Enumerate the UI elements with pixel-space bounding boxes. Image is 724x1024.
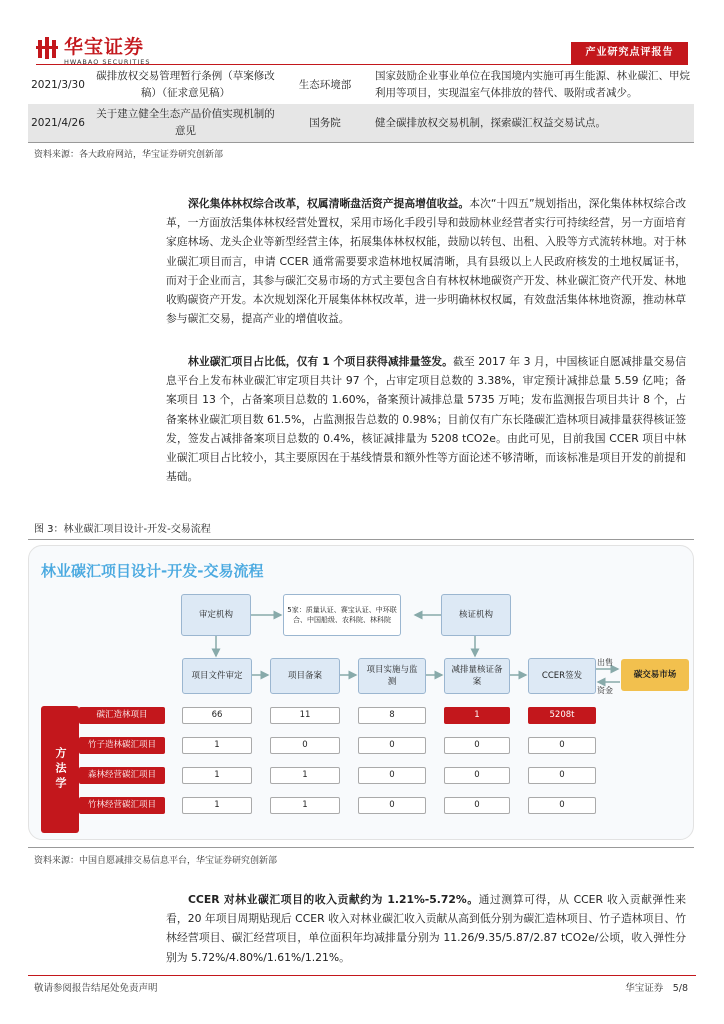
row-value-highlight: 5208t	[528, 707, 596, 724]
row-label: 竹子造林碳汇项目	[79, 737, 165, 754]
row-label: 森林经营碳汇项目	[79, 767, 165, 784]
table-row	[28, 66, 694, 104]
cell-date: 2021/3/30	[31, 79, 85, 91]
paragraph-lead: 深化集体林权综合改革，权属清晰盘活资产提高增值收益。	[188, 197, 470, 210]
row-value: 1	[270, 767, 340, 784]
cell-dept: 生态环境部	[298, 78, 352, 91]
cell-content: 健全碳排放权交易机制，探索碳汇权益交易试点。	[375, 116, 606, 129]
report-type-tag: 产业研究点评报告	[571, 42, 688, 64]
page-number: 华宝证券 5/8	[625, 983, 688, 994]
agency-list-note: 5家：质量认证、赛宝认证、中环联合、中国船级、农科院、林科院	[283, 594, 401, 636]
paragraph-ccer-contribution	[166, 890, 686, 967]
stage-verification: 减排量核证备案	[444, 658, 510, 694]
verify-agency-box: 核证机构	[441, 594, 511, 636]
row-value: 0	[444, 767, 510, 784]
row-value: 8	[358, 707, 426, 724]
carbon-market-box: 碳交易市场	[621, 659, 689, 691]
logo-mark-icon	[36, 36, 60, 60]
row-value: 0	[528, 767, 596, 784]
figure-source: 资料来源：中国自愿减排交易信息平台，华宝证券研究创新部	[28, 847, 694, 866]
row-value: 0	[358, 797, 426, 814]
row-value: 0	[358, 737, 426, 754]
row-value: 1	[182, 767, 252, 784]
row-value: 0	[358, 767, 426, 784]
table-row	[28, 104, 694, 142]
row-value: 0	[528, 797, 596, 814]
sell-label: 出售	[597, 658, 613, 667]
cell-title: 关于建立健全生态产品价值实现机制的意见	[96, 108, 275, 137]
policy-table	[28, 66, 694, 142]
cell-date: 2021/4/26	[31, 117, 85, 129]
row-value: 1	[182, 737, 252, 754]
paragraph-body: 通过测算可得，从 CCER 收入贡献弹性来看，20 年项目周期贴现后 CCER 收入对林业碳汇收入贡献从高到低分别为碳汇造林项目、竹子造林项目、竹林经营项目、碳汇经营项目，单位面积年均减排量分别为 11.26/9.35/5.87/2.87 tCO2e/公顷，收入弹性分别为 5.72%/4.80%/1.61%/1.21%。	[166, 893, 687, 964]
fund-label: 资金	[597, 686, 613, 695]
row-value-highlight: 1	[444, 707, 510, 724]
cell-dept: 国务院	[309, 116, 341, 129]
flow-diagram	[28, 545, 694, 840]
stage-issuance: CCER签发	[528, 658, 596, 694]
row-value: 1	[270, 797, 340, 814]
paragraph-lead: 林业碳汇项目占比低，仅有 1 个项目获得减排量签发。	[188, 355, 454, 368]
logo-text-cn: 华宝证券	[64, 36, 145, 58]
paragraph-carbon-sink-share	[166, 352, 686, 486]
company-logo	[36, 36, 176, 66]
footer-divider	[28, 975, 696, 976]
row-label: 竹林经营碳汇项目	[79, 797, 165, 814]
footer-disclaimer: 敬请参阅报告结尾处免责声明	[34, 983, 158, 994]
row-value: 1	[182, 797, 252, 814]
row-value: 0	[444, 797, 510, 814]
row-value: 66	[182, 707, 252, 724]
stage-monitoring: 项目实施与监测	[358, 658, 426, 694]
row-value: 11	[270, 707, 340, 724]
paragraph-forest-rights	[166, 194, 686, 328]
paragraph-body: 本次“十四五”规划指出，深化集体林权综合改革，一方面放活集体林权经营处置权，采用市场化手段引导和鼓励林业经营者实行可持续经营，另一方面培育家庭林场、龙头企业等新型经营主体，拓展集体林权权能，鼓励以转包、出租、入股等方式流转林地。对于林业碳汇项目而言，申请 CCER 通常需要要求造林地权属清晰，具有县级以上人民政府核发的土地权属证书，而对于企业而言，其参与碳汇交易市场的方式主要包含自有林权林地碳资产开发、林业碳汇资产代开发、林地收购碳资产开发。本次规划深化开展集体林权改革，进一步明确林权权属，有效盘活集体林地资源，推动林草参与碳汇交易，提高产业的增值收益。	[166, 197, 687, 326]
audit-agency-box: 审定机构	[181, 594, 251, 636]
table-source: 资料来源：各大政府网站，华宝证券研究创新部	[34, 150, 224, 160]
row-label: 碳汇造林项目	[79, 707, 165, 724]
flow-title: 林业碳汇项目设计-开发-交易流程	[41, 562, 264, 580]
figure-caption: 图 3：林业碳汇项目设计-开发-交易流程	[28, 522, 694, 540]
table-divider	[28, 142, 694, 143]
row-value: 0	[270, 737, 340, 754]
stage-validation: 项目文件审定	[182, 658, 252, 694]
row-value: 0	[444, 737, 510, 754]
cell-title: 碳排放权交易管理暂行条例（草案修改稿）（征求意见稿）	[96, 70, 275, 99]
cell-content: 国家鼓励企业事业单位在我国境内实施可再生能源、林业碳汇、甲烷利用等项目，实现温室气体排放的替代、吸附或者减少。	[375, 70, 690, 99]
stage-registration: 项目备案	[270, 658, 340, 694]
methodology-label: 方法学	[54, 747, 67, 792]
methodology-box	[41, 706, 79, 833]
row-value: 0	[528, 737, 596, 754]
logo-text-en: HWABAO SECURITIES	[64, 58, 151, 66]
paragraph-body: 截至 2017 年 3 月，中国核证自愿减排量交易信息平台上发布林业碳汇审定项目共计 97 个，占审定项目总数的 3.38%，审定预计减排总量 5.59 亿吨；备案项目 13 个，占备案项目总数的 1.60%，备案预计减排总量 5735 万吨；发布监测报告项目共计 8 个，占备案林业碳汇项目数 61.5%，占监测报告总数的 0.98%；目前仅有广东长隆碳汇造林项目减排量获得核证签发，签发占减排备案项目总数的 0.4%，核证减排量为 5208 tCO2e。由此可见，目前我国 CCER 项目中林业碳汇项目占比较小，其主要原因在于基线情景和额外性等方面论述不够清晰，而该标准是项目开发的前提和基础。	[166, 355, 687, 484]
header-divider	[36, 64, 688, 65]
paragraph-lead: CCER 对林业碳汇项目的收入贡献约为 1.21%-5.72%。	[188, 893, 479, 906]
